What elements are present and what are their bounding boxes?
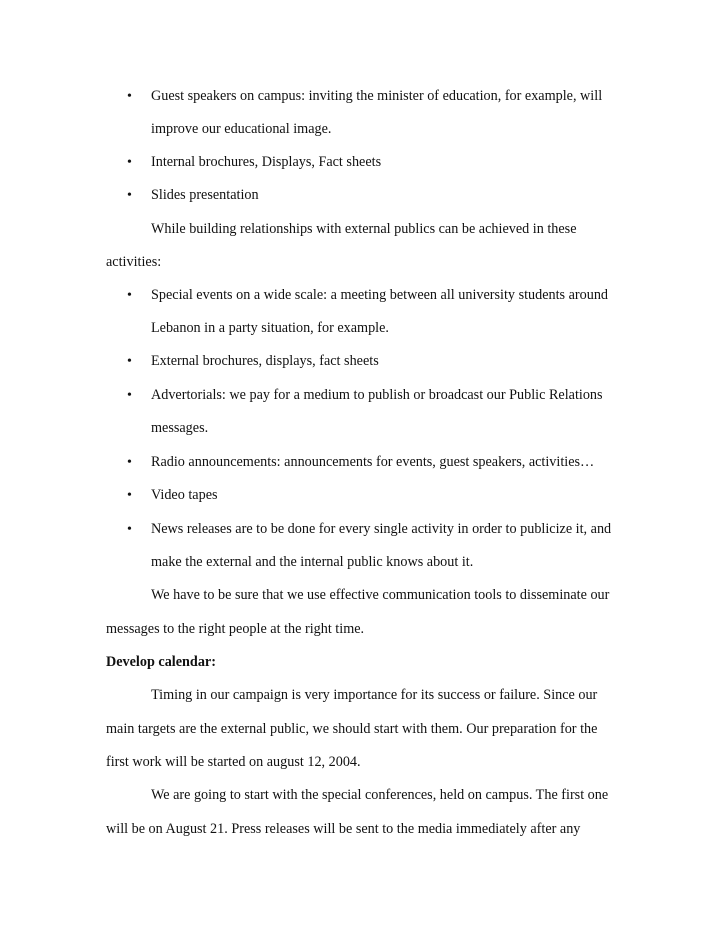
list-item-text: make the external and the internal public knows about it.: [151, 554, 474, 570]
list-item-text: Lebanon in a party situation, for example.: [151, 320, 389, 336]
bullet-icon: •: [127, 89, 132, 104]
list-item-text: Video tapes: [151, 487, 218, 503]
bullet-icon: •: [127, 354, 132, 369]
bullet-icon: •: [127, 155, 132, 170]
list-item-text: Slides presentation: [151, 187, 259, 203]
paragraph-line: We are going to start with the special conferences, held on campus. The first one: [151, 787, 609, 803]
section-heading: Develop calendar:: [106, 654, 216, 670]
list-item-text: Guest speakers on campus: inviting the minister of education, for example, will: [151, 88, 603, 104]
paragraph-line: first work will be started on august 12, 2004.: [106, 754, 361, 770]
paragraph-line: will be on August 21. Press releases will be sent to the media immediately after any: [106, 821, 581, 837]
list-item-text: Radio announcements: announcements for events, guest speakers, activities…: [151, 454, 595, 470]
bullet-icon: •: [127, 522, 132, 537]
list-item-text: Internal brochures, Displays, Fact sheets: [151, 154, 382, 170]
paragraph-line: We have to be sure that we use effective communication tools to disseminate our: [151, 587, 610, 603]
paragraph-line: messages to the right people at the right time.: [106, 621, 365, 637]
bullet-icon: •: [127, 488, 132, 503]
paragraph-line: activities:: [106, 254, 162, 270]
bullet-icon: •: [127, 455, 132, 470]
list-item-text: messages.: [151, 420, 209, 436]
paragraph-line: While building relationships with external publics can be achieved in these: [151, 221, 577, 237]
bullet-icon: •: [127, 288, 132, 303]
bullet-icon: •: [127, 188, 132, 203]
list-item-text: Advertorials: we pay for a medium to publish or broadcast our Public Relations: [151, 387, 603, 403]
paragraph-line: main targets are the external public, we should start with them. Our preparation for the: [106, 721, 598, 737]
list-item-text: External brochures, displays, fact sheets: [151, 353, 379, 369]
list-item-text: News releases are to be done for every single activity in order to publicize it, and: [151, 521, 612, 537]
paragraph-line: Timing in our campaign is very importance for its success or failure. Since our: [151, 687, 598, 703]
list-item-text: Special events on a wide scale: a meeting between all university students around: [151, 287, 609, 303]
bullet-icon: •: [127, 388, 132, 403]
list-item-text: improve our educational image.: [151, 121, 332, 137]
